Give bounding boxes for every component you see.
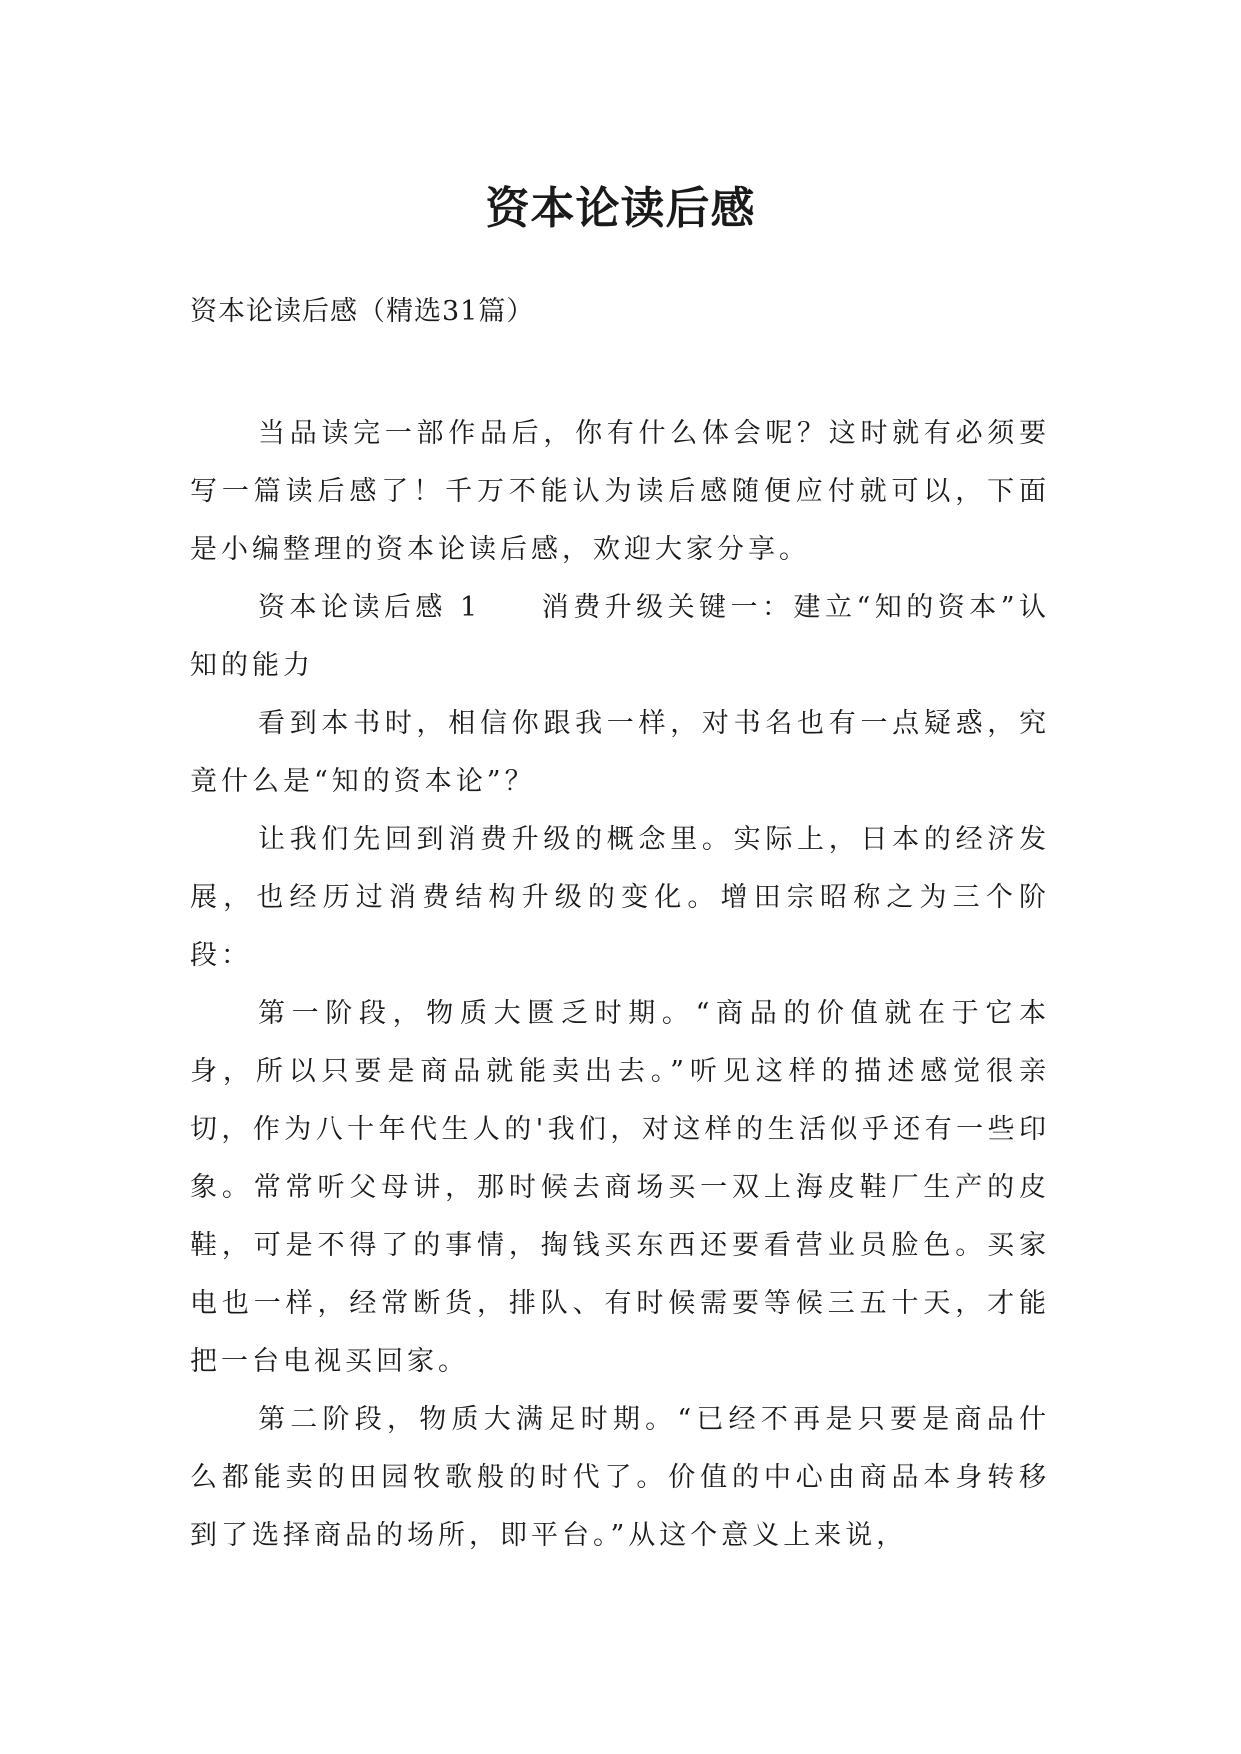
document-subtitle: 资本论读后感（精选31篇） (190, 296, 535, 327)
intro-paragraph: 当品读完一部作品后，你有什么体会呢？这时就有必须要写一篇读后感了！千万不能认为读后感随便应付就可以，下面是小编整理的资本论读后感，欢迎大家分享。 (190, 418, 1050, 565)
section-label: 资本论读后感 1 (258, 592, 482, 623)
body-paragraph: 看到本书时，相信你跟我一样，对书名也有一点疑惑，究竟什么是“知的资本论”？ (190, 708, 1050, 797)
page-title: 资本论读后感 (485, 183, 756, 235)
section-heading-text: 消费升级关键一：建立“知的资本”认知的能力 (190, 592, 1050, 681)
section-heading (190, 579, 1050, 695)
body-paragraph: 第二阶段，物质大满足时期。“已经不再是只要是商品什么都能卖的田园牧歌般的时代了。价值的中心由商品本身转移到了选择商品的场所，即平台。”从这个意义上来说， (190, 1404, 1050, 1551)
body-paragraph: 第一阶段，物质大匮乏时期。“商品的价值就在于它本身，所以只要是商品就能卖出去。”听见这样的描述感觉很亲切，作为八十年代生人的'我们，对这样的生活似乎还有一些印象。常常听父母讲，那时候去商场买一双上海皮鞋厂生产的皮鞋，可是不得了的事情，掏钱买东西还要看营业员脸色。买家电也一样，经常断货，排队、有时候需要等候三五十天，才能把一台电视买回家。 (190, 998, 1050, 1377)
body-paragraph: 让我们先回到消费升级的概念里。实际上，日本的经济发展，也经历过消费结构升级的变化。增田宗昭称之为三个阶段： (190, 824, 1050, 971)
document-body (190, 405, 1050, 1565)
